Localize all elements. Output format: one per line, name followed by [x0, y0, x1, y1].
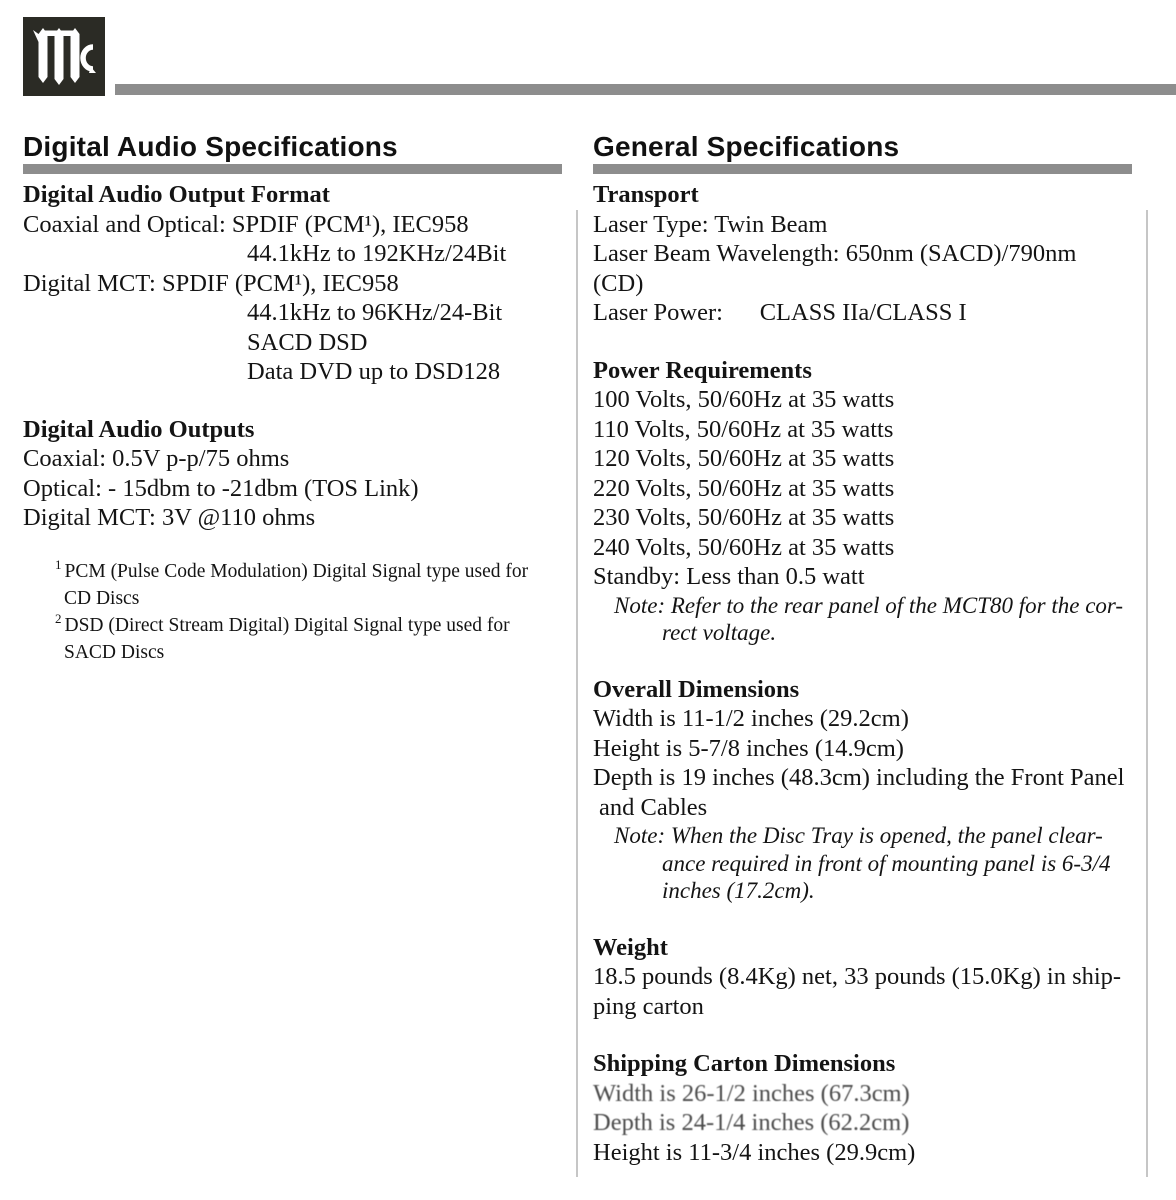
section-digital-audio-output-format	[23, 180, 562, 387]
footnote-text: CD Discs	[64, 587, 140, 609]
spec-line: Width is 11-1/2 inches (29.2cm)	[593, 705, 909, 732]
spec-line: Standby: Less than 0.5 watt	[593, 563, 865, 590]
spec-line: 18.5 pounds (8.4Kg) net, 33 pounds (15.0Kg) in ship-	[593, 963, 1122, 990]
spec-line: Depth is 19 inches (48.3cm) including the Front Panel	[593, 764, 1125, 791]
spec-line: Height is 5-7/8 inches (14.9cm)	[593, 734, 904, 762]
section-weight	[593, 933, 1132, 1022]
section-shipping-carton-dimensions	[593, 1049, 1132, 1167]
note-line: ance required in front of mounting panel is 6-3/4	[662, 850, 1111, 876]
section-heading: Digital Audio Output Format	[23, 181, 330, 208]
right-title-underline	[593, 164, 1132, 174]
left-column-title: Digital Audio Specifications	[23, 131, 398, 162]
spec-line: Depth is 24-1/4 inches (62.2cm)	[593, 1109, 910, 1136]
footnote-text: SACD Discs	[64, 641, 165, 663]
spec-line: 44.1kHz to 96KHz/24-Bit	[247, 299, 503, 326]
right-margin-rule	[1146, 210, 1148, 1177]
spec-line: Height is 11-3/4 inches (29.9cm)	[593, 1138, 916, 1166]
right-column-title: General Specifications	[593, 131, 900, 162]
spec-line: ping carton	[593, 992, 704, 1020]
mcintosh-logo-icon	[23, 17, 105, 96]
header-rule	[115, 84, 1176, 95]
spec-line: Digital MCT: SPDIF (PCM¹), IEC958	[23, 269, 399, 297]
spec-line: 220 Volts, 50/60Hz at 35 watts	[593, 474, 895, 502]
spec-line: 120 Volts, 50/60Hz at 35 watts	[593, 445, 895, 472]
spec-line: Laser Type: Twin Beam	[593, 210, 828, 238]
section-overall-dimensions	[593, 675, 1132, 905]
section-digital-audio-outputs	[23, 415, 562, 533]
note-line: rect voltage.	[662, 620, 777, 645]
section-heading: Weight	[593, 933, 668, 961]
footnote-text: PCM (Pulse Code Modulation) Digital Signal type used for	[64, 560, 529, 582]
footnote-marker: 1	[55, 557, 62, 572]
spec-line: Width is 26-1/2 inches (67.3cm)	[593, 1079, 910, 1107]
spec-line: 100 Volts, 50/60Hz at 35 watts	[593, 386, 895, 413]
spec-line: Digital MCT: 3V @110 ohms	[23, 504, 316, 531]
section-heading: Power Requirements	[593, 356, 812, 384]
digital-audio-specifications-column	[23, 133, 562, 666]
section-heading: Overall Dimensions	[593, 675, 800, 703]
left-title-underline	[23, 164, 562, 174]
spec-line: Coaxial: 0.5V p-p/75 ohms	[23, 445, 290, 472]
section-heading: Transport	[593, 181, 699, 208]
general-specifications-column	[593, 133, 1132, 1167]
note-line: Note: Refer to the rear panel of the MCT80 for the cor-	[614, 592, 1124, 618]
footnote-text: DSD (Direct Stream Digital) Digital Signal type used for	[64, 614, 510, 636]
spec-line: Coaxial and Optical: SPDIF (PCM¹), IEC958	[23, 210, 469, 238]
footnote-marker: 2	[55, 611, 62, 626]
footnote-dsd	[23, 612, 562, 639]
section-power-requirements	[593, 356, 1132, 647]
section-transport	[593, 180, 1132, 328]
footnote-pcm	[23, 558, 562, 585]
footnotes	[23, 558, 562, 666]
section-heading: Digital Audio Outputs	[23, 415, 255, 443]
spec-line: Data DVD up to DSD128	[247, 358, 501, 385]
note-line: inches (17.2cm).	[662, 878, 815, 903]
spec-line: Laser Power: CLASS IIa/CLASS I	[593, 299, 967, 326]
spec-line: 110 Volts, 50/60Hz at 35 watts	[593, 415, 894, 443]
spec-line: Laser Beam Wavelength: 650nm (SACD)/790nm (CD)	[593, 240, 1083, 297]
note-line: Note: When the Disc Tray is opened, the panel clear-	[614, 823, 1103, 848]
spec-line: 240 Volts, 50/60Hz at 35 watts	[593, 533, 895, 561]
spec-line: 230 Volts, 50/60Hz at 35 watts	[593, 504, 895, 531]
spec-line: SACD DSD	[247, 328, 368, 356]
spec-line: Optical: - 15dbm to -21dbm (TOS Link)	[23, 474, 419, 502]
spec-line: 44.1kHz to 192KHz/24Bit	[247, 240, 507, 267]
gothic-mc-glyph	[23, 17, 105, 96]
section-heading: Shipping Carton Dimensions	[593, 1050, 896, 1077]
column-divider-rule	[576, 210, 578, 1177]
spec-line: and Cables	[599, 793, 708, 821]
